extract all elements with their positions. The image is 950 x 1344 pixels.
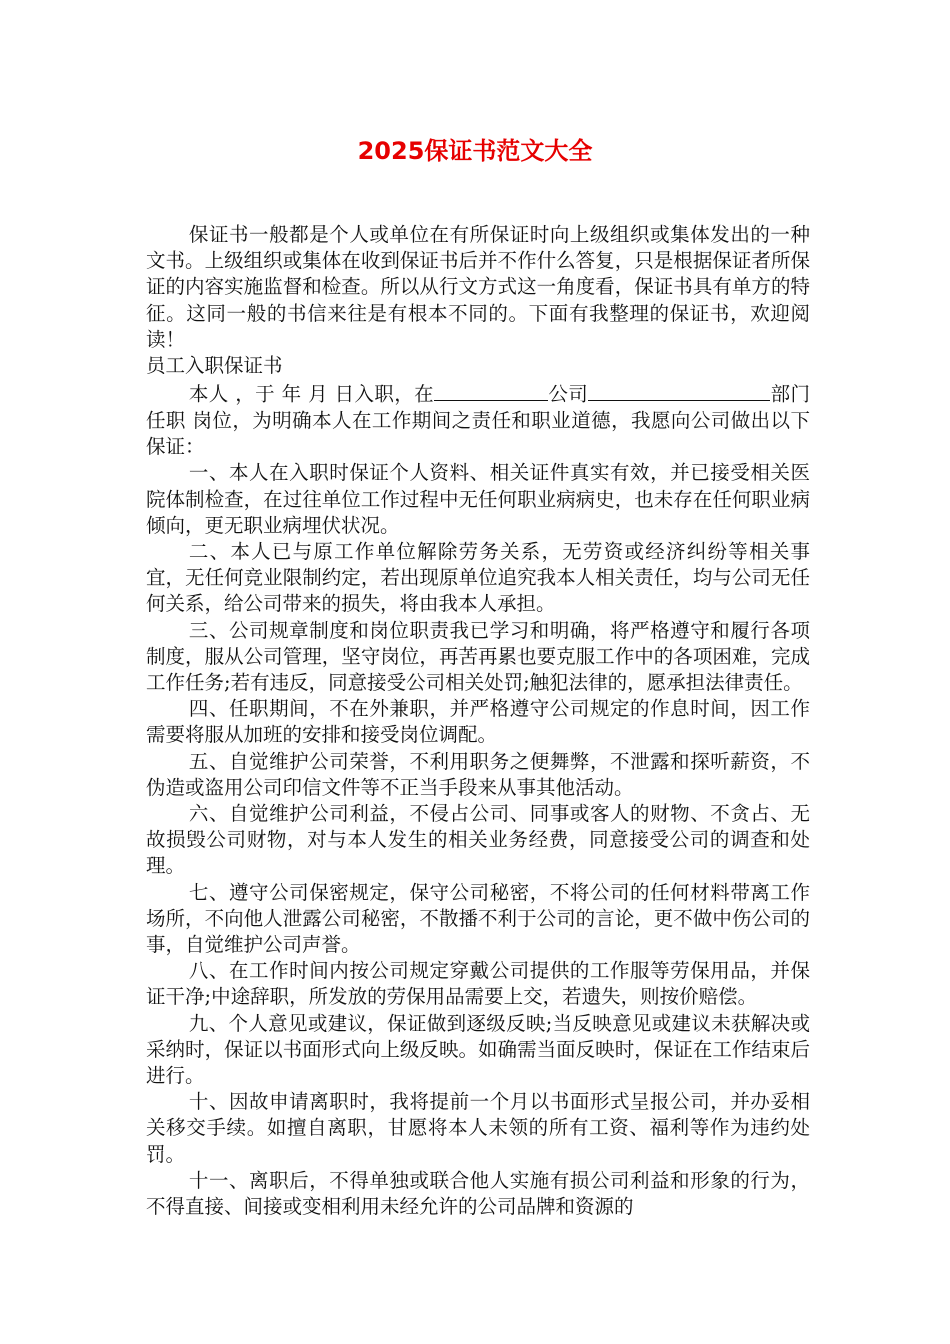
company-blank [434,379,548,400]
department-blank [588,379,760,400]
clause-6: 六、自觉维护公司利益，不侵占公司、同事或客人的财物、不贪占、无故损毁公司财物，对与本人发生的相关业务经费，同意接受公司的调查和处理。 [146,801,810,878]
clause-5: 五、自觉维护公司荣誉，不利用职务之便舞弊，不泄露和探听薪资，不伪造或盗用公司印信文件等不正当手段来从事其他活动。 [146,749,810,799]
clause-1: 一、本人在入职时保证个人资料、相关证件真实有效，并已接受相关医院体制检查，在过往单位工作过程中无任何职业病病史，也未存在任何职业病倾向，更无职业病埋伏状况。 [146,461,810,537]
clause-3: 三、公司规章制度和岗位职责我已学习和明确，将严格遵守和履行各项制度，服从公司管理，坚守岗位，再苦再累也要克服工作中的各项困难，完成工作任务;若有违反，同意接受公司相关处罚;触犯法律的，愿承担法律责任。 [146,618,810,694]
clause-4: 四、任职期间，不在外兼职，并严格遵守公司规定的作息时间，因工作需要将服从加班的安排和接受岗位调配。 [146,697,810,747]
clause-9: 九、个人意见或建议，保证做到逐级反映;当反映意见或建议未获解决或采纳时，保证以书面形式向上级反映。如确需当面反映时，保证在工作结束后进行。 [146,1011,810,1087]
clause-11: 十一、离职后，不得单独或联合他人实施有损公司利益和形象的行为，不得直接、间接或变相利用未经允许的公司品牌和资源的 [146,1168,810,1218]
opening-text-3: 部门任职 岗位，为明确本人在工作期间之责任和职业道德，我愿向公司做出以下保证： [146,382,810,459]
intro-paragraph: 保证书一般都是个人或单位在有所保证时向上级组织或集体发出的一种文书。上级组织或集体在收到保证书后并不作什么答复，只是根据保证者所保证的内容实施监督和检查。所以从行文方式这一角度看，保证书具有单方的特征。这同一般的书信来往是有根本不同的。下面有我整理的保证书，欢迎阅读！ [146,223,810,351]
document-title: 2025保证书范文大全 [357,137,593,165]
opening-text-1: 本人 ，于 年 月 日入职，在 [188,382,435,406]
opening-paragraph [146,379,810,460]
department-blank-continued [760,379,770,400]
clause-10: 十、因故申请离职时，我将提前一个月以书面形式呈报公司，并办妥相关移交手续。如擅自离职，甘愿将本人未领的所有工资、福利等作为违约处罚。 [146,1090,810,1166]
clause-8: 八、在工作时间内按公司规定穿戴公司提供的工作服等劳保用品，并保证干净;中途辞职，所发放的劳保用品需要上交，若遗失，则按价赔偿。 [146,959,810,1009]
document-body [146,222,810,1220]
opening-text-2: 公司 [548,382,589,406]
clause-7: 七、遵守公司保密规定，保守公司秘密，不将公司的任何材料带离工作场所，不向他人泄露公司秘密，不散播不利于公司的言论，更不做中伤公司的事，自觉维护公司声誉。 [146,880,810,956]
section-heading: 员工入职保证书 [146,354,283,378]
clause-2: 二、本人已与原工作单位解除劳务关系，无劳资或经济纠纷等相关事宜，无任何竞业限制约定，若出现原单位追究我本人相关责任，均与公司无任何关系，给公司带来的损失，将由我本人承担。 [146,539,810,616]
